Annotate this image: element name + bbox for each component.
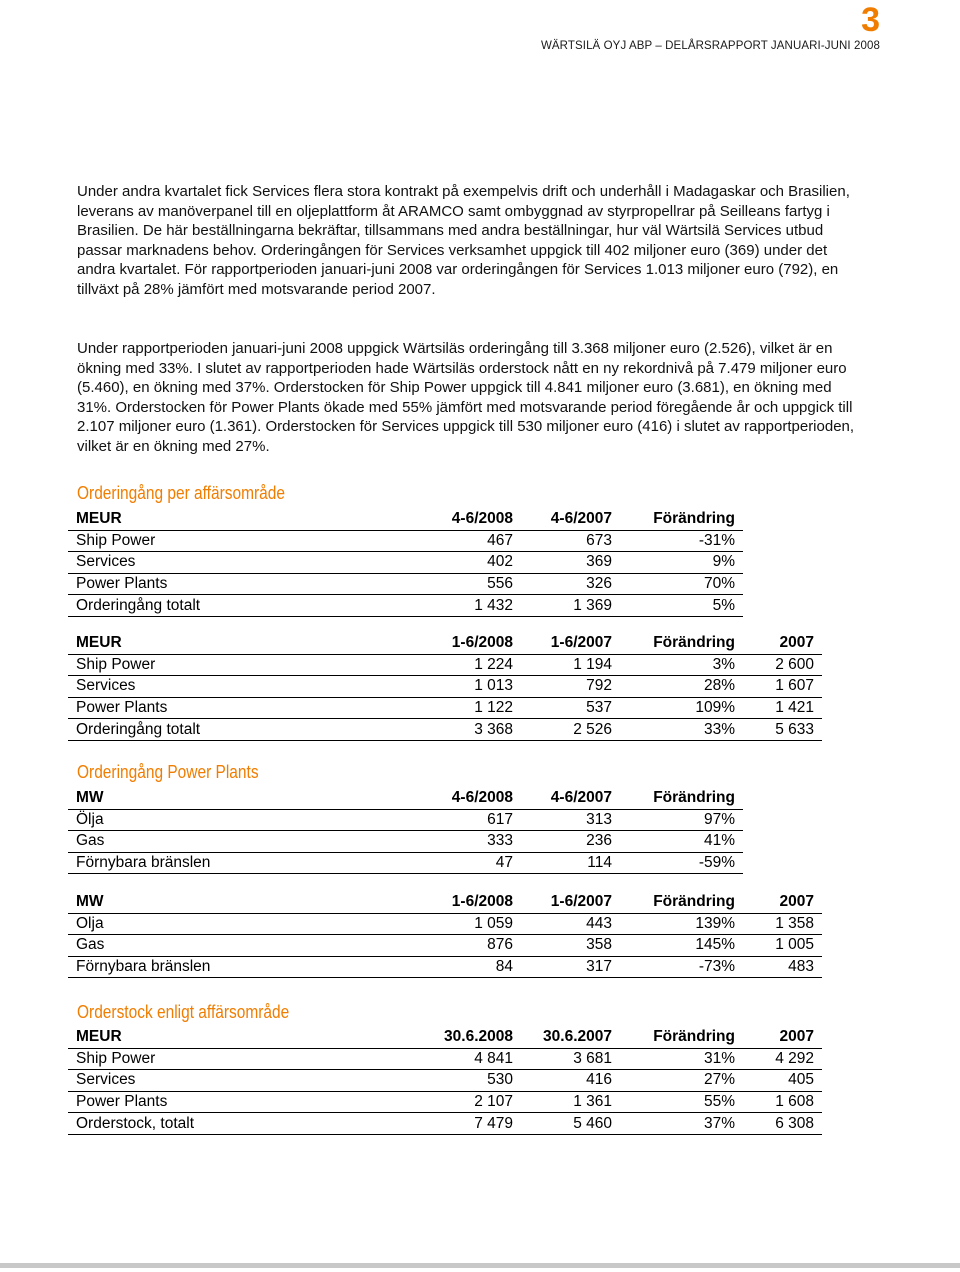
table-cell: 556 <box>422 573 521 595</box>
column-header: Förändring <box>620 633 743 654</box>
table-cell: 317 <box>521 956 620 978</box>
table-row <box>68 913 822 935</box>
table-header-row <box>68 892 822 913</box>
table-power-plants-halfyear <box>68 892 822 978</box>
table-row <box>68 1091 822 1113</box>
table-row <box>68 552 822 574</box>
table-cell: 358 <box>521 935 620 957</box>
table-cell: 114 <box>521 852 620 874</box>
table-row <box>68 852 822 874</box>
table-header-row <box>68 1027 822 1048</box>
table-cell: 1 194 <box>521 654 620 676</box>
table-cell: 1 607 <box>743 676 822 698</box>
table-cell: 236 <box>521 831 620 853</box>
row-label: Services <box>68 1070 422 1092</box>
table-cell: 31% <box>620 1048 743 1070</box>
table-cell: -31% <box>620 530 743 552</box>
column-header: MEUR <box>68 1027 422 1048</box>
table-cell: 1 059 <box>422 913 521 935</box>
table-order-book <box>68 1027 822 1135</box>
table-cell: 9% <box>620 552 743 574</box>
column-header: 30.6.2007 <box>521 1027 620 1048</box>
footer-divider <box>0 1263 960 1268</box>
table-cell: 483 <box>743 956 822 978</box>
empty-cell <box>743 788 822 809</box>
empty-cell <box>743 573 822 595</box>
column-header: 1-6/2007 <box>521 633 620 654</box>
table-cell: 2 107 <box>422 1091 521 1113</box>
column-header: MEUR <box>68 509 422 530</box>
row-label: Förnybara bränslen <box>68 956 422 978</box>
section-title-order-book: Orderstock enligt affärsområde <box>77 1002 290 1022</box>
table-row <box>68 1113 822 1135</box>
paragraph-services <box>77 182 867 300</box>
row-label: Power Plants <box>68 573 422 595</box>
table-cell: 1 224 <box>422 654 521 676</box>
table-order-intake-quarter <box>68 509 822 617</box>
column-header: MEUR <box>68 633 422 654</box>
row-label: Orderstock, totalt <box>68 1113 422 1135</box>
table-cell: 1 369 <box>521 595 620 617</box>
table-power-plants-quarter <box>68 788 822 874</box>
row-label: Orderingång totalt <box>68 719 422 741</box>
table-cell: 1 361 <box>521 1091 620 1113</box>
row-label: Services <box>68 552 422 574</box>
table-cell: 2 600 <box>743 654 822 676</box>
column-header: 4-6/2008 <box>422 509 521 530</box>
table-row <box>68 1070 822 1092</box>
table-cell: 402 <box>422 552 521 574</box>
table-cell: 1 005 <box>743 935 822 957</box>
table-cell: 1 432 <box>422 595 521 617</box>
column-header: 2007 <box>743 1027 822 1048</box>
column-header: MW <box>68 788 422 809</box>
column-header: 4-6/2007 <box>521 788 620 809</box>
table-cell: 7 479 <box>422 1113 521 1135</box>
column-header: 4-6/2008 <box>422 788 521 809</box>
table-cell: 47 <box>422 852 521 874</box>
row-label: Ship Power <box>68 1048 422 1070</box>
table-cell: 5 460 <box>521 1113 620 1135</box>
row-label: Olja <box>68 913 422 935</box>
empty-cell <box>743 809 822 831</box>
table-cell: -73% <box>620 956 743 978</box>
empty-cell <box>743 509 822 530</box>
empty-cell <box>743 552 822 574</box>
table-cell: 4 292 <box>743 1048 822 1070</box>
row-label: Förnybara bränslen <box>68 852 422 874</box>
table-cell: 6 308 <box>743 1113 822 1135</box>
table-row <box>68 595 822 617</box>
column-header: Förändring <box>620 788 743 809</box>
column-header: Förändring <box>620 1027 743 1048</box>
column-header: MW <box>68 892 422 913</box>
row-label: Gas <box>68 831 422 853</box>
table-cell: 28% <box>620 676 743 698</box>
table-cell: 1 013 <box>422 676 521 698</box>
page-number: 3 <box>861 1 880 39</box>
section-title-order-intake: Orderingång per affärsområde <box>77 483 285 503</box>
column-header: 2007 <box>743 892 822 913</box>
section-title-power-plants: Orderingång Power Plants <box>77 762 259 782</box>
row-label: Ship Power <box>68 654 422 676</box>
column-header: Förändring <box>620 892 743 913</box>
paragraph-text: Under rapportperioden januari-juni 2008 uppgick Wärtsiläs orderingång till 3.368 miljoner euro (2.526), vilket är en ökning med 33%. I slutet av rapportperioden hade Wärtsiläs orderstock nått en ny rekordnivå på 7.479 miljoner euro (5.460), en ökning med 37%. Orderstocken för Ship Power uppgick till 4.841 miljoner euro (3.681), en ökning med 31%. Orderstocken för Power Plants ökade med 55% jämfört med motsvarande period föregående år och uppgick till 2.107 miljoner euro (1.361). Orderstocken för Services uppgick till 530 miljoner euro (416) i slutet av rapportperioden, vilket är en ökning med 27%. <box>77 340 855 455</box>
empty-cell <box>743 530 822 552</box>
table-cell: 3 368 <box>422 719 521 741</box>
table-cell: 109% <box>620 697 743 719</box>
table-cell: 530 <box>422 1070 521 1092</box>
table-row <box>68 719 822 741</box>
empty-cell <box>743 831 822 853</box>
table-row <box>68 676 822 698</box>
table-row <box>68 654 822 676</box>
row-label: Gas <box>68 935 422 957</box>
table-row <box>68 1048 822 1070</box>
table-cell: 70% <box>620 573 743 595</box>
table-cell: 84 <box>422 956 521 978</box>
table-cell: 5% <box>620 595 743 617</box>
row-label: Power Plants <box>68 697 422 719</box>
table-cell: 369 <box>521 552 620 574</box>
table-cell: 3% <box>620 654 743 676</box>
table-cell: 27% <box>620 1070 743 1092</box>
table-cell: 1 358 <box>743 913 822 935</box>
table-row <box>68 831 822 853</box>
table-cell: 876 <box>422 935 521 957</box>
table-row <box>68 530 822 552</box>
empty-cell <box>743 852 822 874</box>
row-label: Power Plants <box>68 1091 422 1113</box>
table-cell: 673 <box>521 530 620 552</box>
column-header: 1-6/2008 <box>422 633 521 654</box>
table-cell: 4 841 <box>422 1048 521 1070</box>
table-cell: 443 <box>521 913 620 935</box>
paragraph-text: Under andra kvartalet fick Services flera stora kontrakt på exempelvis drift och underhåll i Madagaskar och Brasilien, leverans av manöverpanel till en oljeplattform åt ARAMCO samt ombyggnad av styrpropellrar på Seilleans fartyg i Brasilien. De här beställningarna bekräftar, tillsammans med andra beställningar, hur väl Wärtsilä Services utbud passar marknadens behov. Orderingången för Services verksamhet uppgick till 402 miljoner euro (369) under det andra kvartalet. För rapportperioden januari-juni 2008 var orderingången för Services 1.013 miljoner euro (792), en tillväxt på 28% jämfört med motsvarande period 2007. <box>77 183 850 298</box>
table-cell: 2 526 <box>521 719 620 741</box>
table-cell: 792 <box>521 676 620 698</box>
column-header: 2007 <box>743 633 822 654</box>
table-cell: 145% <box>620 935 743 957</box>
table-cell: 313 <box>521 809 620 831</box>
row-label: Ship Power <box>68 530 422 552</box>
table-cell: 537 <box>521 697 620 719</box>
table-cell: 37% <box>620 1113 743 1135</box>
column-header: 1-6/2008 <box>422 892 521 913</box>
table-header-row <box>68 788 822 809</box>
column-header: 1-6/2007 <box>521 892 620 913</box>
report-header: WÄRTSILÄ OYJ ABP – DELÅRSRAPPORT JANUARI-JUNI 2008 <box>540 40 880 52</box>
column-header: 4-6/2007 <box>521 509 620 530</box>
table-order-intake-halfyear <box>68 633 822 741</box>
empty-cell <box>743 595 822 617</box>
column-header: Förändring <box>620 509 743 530</box>
table-header-row <box>68 509 822 530</box>
table-cell: 139% <box>620 913 743 935</box>
table-row <box>68 956 822 978</box>
table-cell: 333 <box>422 831 521 853</box>
table-cell: 97% <box>620 809 743 831</box>
table-row <box>68 809 822 831</box>
table-cell: 405 <box>743 1070 822 1092</box>
table-row <box>68 573 822 595</box>
row-label: Services <box>68 676 422 698</box>
table-cell: 33% <box>620 719 743 741</box>
row-label: Orderingång totalt <box>68 595 422 617</box>
table-cell: 326 <box>521 573 620 595</box>
row-label: Ölja <box>68 809 422 831</box>
table-cell: 5 633 <box>743 719 822 741</box>
table-cell: 416 <box>521 1070 620 1092</box>
table-cell: 1 421 <box>743 697 822 719</box>
table-header-row <box>68 633 822 654</box>
table-cell: 467 <box>422 530 521 552</box>
table-cell: 1 122 <box>422 697 521 719</box>
table-cell: 1 608 <box>743 1091 822 1113</box>
table-row <box>68 935 822 957</box>
table-cell: 3 681 <box>521 1048 620 1070</box>
column-header: 30.6.2008 <box>422 1027 521 1048</box>
table-row <box>68 697 822 719</box>
table-cell: 55% <box>620 1091 743 1113</box>
table-cell: 41% <box>620 831 743 853</box>
table-cell: 617 <box>422 809 521 831</box>
table-cell: -59% <box>620 852 743 874</box>
paragraph-order-intake <box>77 339 867 457</box>
